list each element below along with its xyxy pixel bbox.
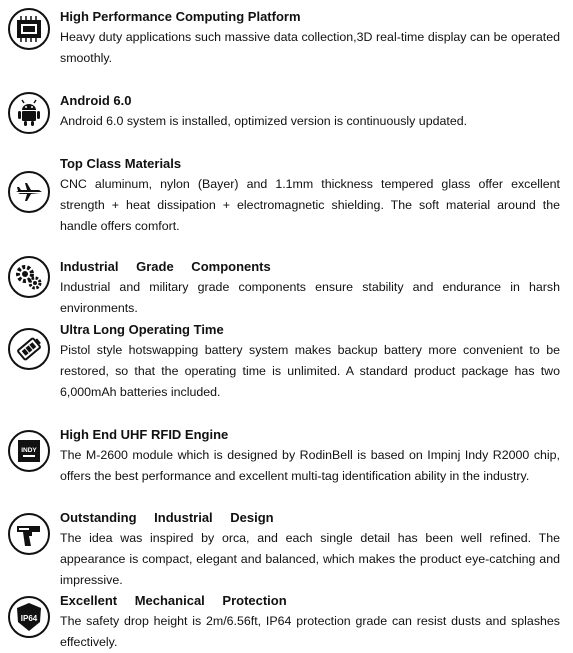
feature-title: Outstanding Industrial Design — [60, 510, 274, 525]
feature-description: The safety drop height is 2m/6.56ft, IP64 protection grade can resist dusts and splashes effectively. — [60, 614, 560, 649]
pistol-grip-icon — [8, 513, 50, 555]
feature-title: High Performance Computing Platform — [60, 9, 301, 24]
feature-description: Android 6.0 system is installed, optimized version is continuously updated. — [60, 114, 468, 128]
gears-icon — [8, 256, 50, 298]
airplane-icon — [8, 171, 50, 213]
android-robot-icon — [8, 92, 50, 134]
ip64-badge-icon — [8, 596, 50, 638]
feature-title: Industrial Grade Components — [60, 259, 271, 274]
feature-description: Pistol style hotswapping battery system makes backup battery more convenient to be restored, so that the operating time is unlimited. A standard product package has two 6,000mAh batteries included. — [60, 343, 560, 399]
feature-description: Industrial and military grade components ensure stability and endurance in harsh environments. — [60, 280, 560, 315]
rfid-chip-icon — [8, 430, 50, 472]
feature-title: Top Class Materials — [60, 156, 182, 171]
feature-description: The M-2600 module which is designed by RodinBell is based on Impinj Indy R2000 chip, offers the best performance and excellent multi-tag identification ability in the industry. — [60, 448, 560, 483]
cpu-chip-icon — [8, 8, 50, 50]
badge-label: IP64 — [20, 614, 38, 623]
feature-description: CNC aluminum, nylon (Bayer) and 1.1mm thickness tempered glass offer excellent strength + heat dissipation + electromagnetic shielding. The soft material around the handle offers comfort. — [60, 177, 560, 233]
feature-title: High End UHF RFID Engine — [60, 427, 229, 442]
battery-icon — [8, 328, 50, 370]
chip-label: INDY — [21, 447, 37, 454]
feature-title: Ultra Long Operating Time — [60, 322, 224, 337]
feature-description: The idea was inspired by orca, and each single detail has been well refined. The appearance is compact, elegant and balanced, which makes the product eye-catching and impressive. — [60, 531, 560, 587]
feature-description: Heavy duty applications such massive data collection,3D real-time display can be operated smoothly. — [60, 30, 560, 65]
feature-title: Excellent Mechanical Protection — [60, 593, 287, 608]
feature-title: Android 6.0 — [60, 93, 132, 108]
